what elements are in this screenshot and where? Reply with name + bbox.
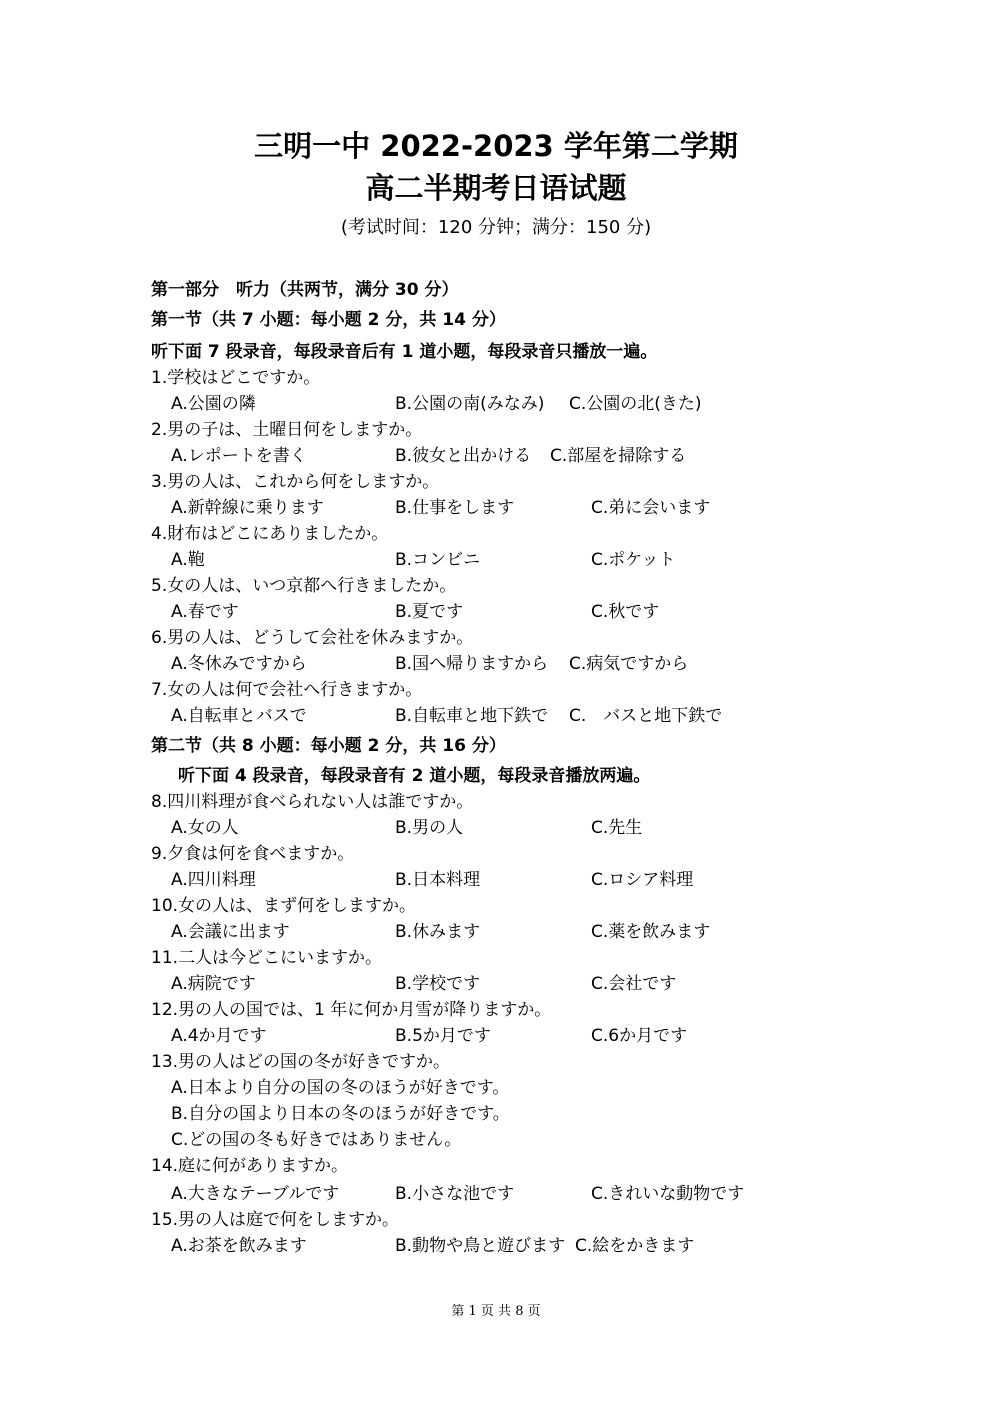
- option-a: A.病院です: [171, 974, 256, 994]
- option-b: B.自転車と地下鉄で: [395, 706, 549, 726]
- section2-heading: 第二节（共 8 小题：每小题 2 分，共 16 分）: [151, 736, 506, 756]
- option-a: A.4か月です: [171, 1026, 267, 1046]
- question-8: 8.四川料理が食べられない人は誰ですか。: [151, 792, 474, 812]
- question-3: 3.男の人は、これから何をしますか。: [151, 472, 440, 492]
- option-a: A.女の人: [171, 818, 239, 838]
- option-c: C.ポケット: [591, 550, 676, 570]
- question-4: 4.財布はどこにありましたか。: [151, 524, 389, 544]
- option-a: A.レポートを書く: [171, 446, 307, 466]
- option-a: A.春です: [171, 602, 239, 622]
- option-a: A.お茶を飲みます: [171, 1236, 307, 1256]
- question-9: 9.夕食は何を食べますか。: [151, 844, 355, 864]
- exam-title-line2: 高二半期考日语试题: [365, 171, 627, 205]
- section1-heading: 第一节（共 7 小题：每小题 2 分，共 14 分）: [151, 310, 506, 330]
- option-b: B.動物や鳥と遊びます: [395, 1236, 566, 1256]
- option-c: C.会社です: [591, 974, 677, 994]
- option-b: B.夏です: [395, 602, 464, 622]
- option-c: C.秋です: [591, 602, 660, 622]
- option-b: B.日本料理: [395, 870, 481, 890]
- option-a: A.大きなテーブルです: [171, 1184, 340, 1204]
- section1-instruction: 听下面 7 段录音，每段录音后有 1 道小题，每段录音只播放一遍。: [151, 342, 658, 362]
- question-6: 6.男の人は、どうして会社を休みますか。: [151, 628, 474, 648]
- question-14: 14.庭に何がありますか。: [151, 1156, 349, 1176]
- option-c: C.きれいな動物です: [591, 1184, 745, 1204]
- option-a: A.会議に出ます: [171, 922, 290, 942]
- option-c: C.公園の北(きた): [569, 394, 702, 414]
- option-a: A.冬休みですから: [171, 654, 307, 674]
- option-b: B.公園の南(みなみ): [395, 394, 545, 414]
- option-b: B.彼女と出かける: [395, 446, 532, 466]
- option-c: C.先生: [591, 818, 643, 838]
- option-a: A.新幹線に乗ります: [171, 498, 324, 518]
- option-c: C.部屋を掃除する: [550, 446, 687, 466]
- option-c: C. バスと地下鉄で: [569, 706, 723, 726]
- option-b: B.男の人: [395, 818, 464, 838]
- option-c: C.ロシア料理: [591, 870, 694, 890]
- question-1: 1.学校はどこですか。: [151, 368, 321, 388]
- question-13: 13.男の人はどの国の冬が好きですか。: [151, 1052, 451, 1072]
- option-b: B.小さな池です: [395, 1184, 515, 1204]
- option-b: B.仕事をします: [395, 498, 515, 518]
- question-15: 15.男の人は庭で何をしますか。: [151, 1210, 400, 1230]
- option-a: A.公園の隣: [171, 394, 256, 414]
- option-a: A.四川料理: [171, 870, 256, 890]
- question-11: 11.二人は今どこにいますか。: [151, 948, 383, 968]
- option-b: B.5か月です: [395, 1026, 491, 1046]
- option-b: B.休みます: [395, 922, 481, 942]
- page-footer: 第 1 页 共 8 页: [451, 1304, 541, 1319]
- option-b: B.学校です: [395, 974, 481, 994]
- part1-heading: 第一部分 听力（共两节，满分 30 分）: [151, 280, 459, 300]
- option-a: A.自転車とバスで: [171, 706, 307, 726]
- question-12: 12.男の人の国では、1 年に何か月雪が降りますか。: [151, 1000, 552, 1020]
- option-c: C.6か月です: [591, 1026, 688, 1046]
- section2-instruction: 听下面 4 段录音，每段录音有 2 道小题，每段录音播放两遍。: [178, 766, 651, 786]
- option-c: C.弟に会います: [591, 498, 711, 518]
- option-b: B.自分の国より日本の冬のほうが好きです。: [171, 1104, 510, 1124]
- question-5: 5.女の人は、いつ京都へ行きましたか。: [151, 576, 457, 596]
- option-c: C.絵をかきます: [575, 1236, 695, 1256]
- option-b: B.国へ帰りますから: [395, 654, 549, 674]
- question-10: 10.女の人は、まず何をしますか。: [151, 896, 417, 916]
- option-a: A.鞄: [171, 550, 205, 570]
- question-2: 2.男の子は、土曜日何をしますか。: [151, 420, 423, 440]
- exam-subtitle: (考试时间：120 分钟；满分：150 分): [340, 217, 652, 238]
- option-b: B.コンビニ: [395, 550, 481, 570]
- option-a: A.日本より自分の国の冬のほうが好きです。: [171, 1078, 510, 1098]
- option-c: C.薬を飲みます: [591, 922, 711, 942]
- question-7: 7.女の人は何で会社へ行きますか。: [151, 680, 423, 700]
- option-c: C.どの国の冬も好きではありません。: [171, 1130, 462, 1150]
- exam-title-line1: 三明一中 2022-2023 学年第二学期: [254, 129, 738, 163]
- option-c: C.病気ですから: [569, 654, 689, 674]
